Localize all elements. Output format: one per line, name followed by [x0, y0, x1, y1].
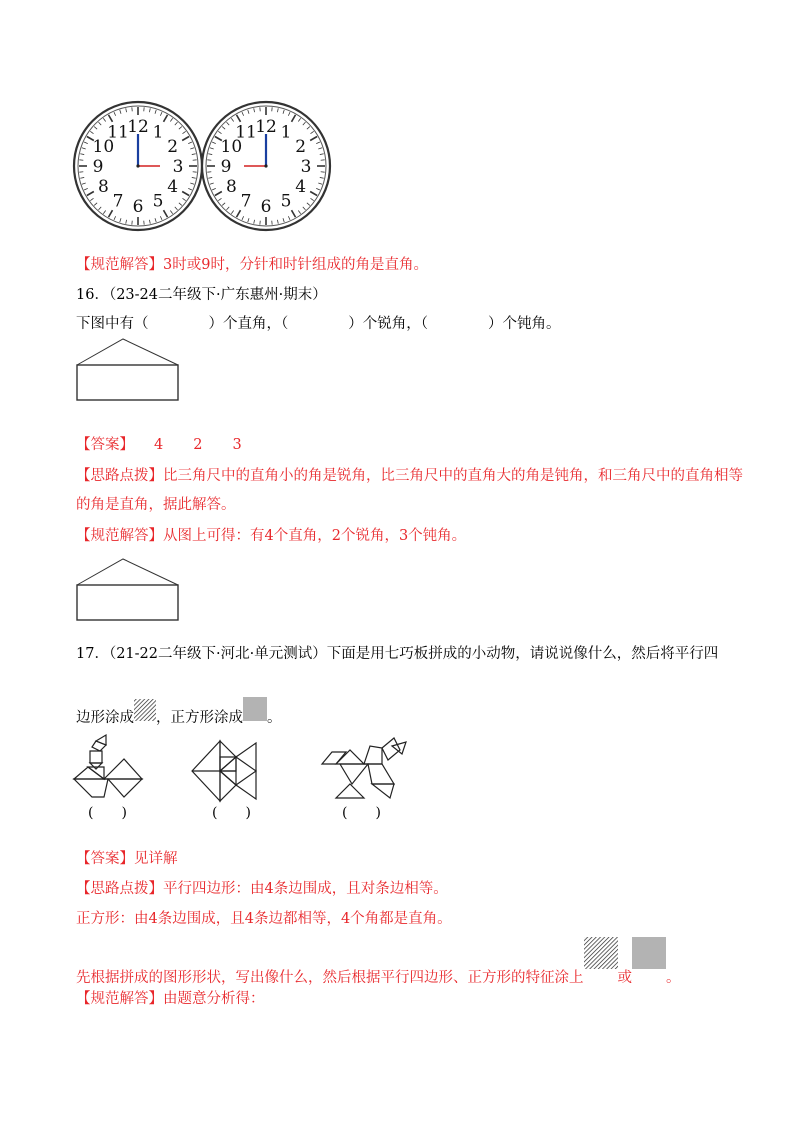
clock-numeral: 4 — [167, 177, 179, 197]
blank-1[interactable]: ( ) — [88, 805, 127, 821]
clock-numeral: 3 — [300, 157, 312, 177]
q16-hint-2: 的角是直角，据此解答。 — [76, 497, 236, 513]
q16-hint-1: 【思路点拨】比三角尺中的直角小的角是锐角，比三角尺中的直角大的角是钝角，和三角尺中的直角相等 — [76, 468, 743, 484]
clock-figure — [70, 96, 340, 236]
q17-answer: 【答案】见详解 — [76, 851, 178, 867]
standard-answer-label: 【规范解答】 — [76, 991, 163, 1007]
standard-answer-label: 【规范解答】 — [76, 257, 163, 273]
clock-numeral: 7 — [240, 191, 252, 212]
clock-numeral: 8 — [97, 177, 109, 197]
q17-header-1: 17．（21-22二年级下·河北·单元测试）下面是用七巧板拼成的小动物，请说说像什么，然后将平行四 — [76, 646, 719, 662]
pentagon-figure-1 — [76, 338, 186, 408]
q16-header: 16．（23-24二年级下·广东惠州·期末） — [76, 287, 327, 303]
clock-numeral: 2 — [167, 137, 179, 157]
pentagon-figure-2 — [76, 558, 186, 628]
q16-question: 下图中有（ ）个直角，（ ）个锐角，（ ）个钝角。 — [76, 316, 561, 332]
answer-2: 2 — [193, 437, 203, 453]
clock-numeral: 12 — [255, 117, 277, 137]
answer-label: 【答案】 — [76, 851, 134, 867]
clock-numeral: 1 — [280, 122, 292, 143]
clock-numeral: 11 — [235, 122, 257, 143]
clock-numeral: 12 — [127, 117, 149, 137]
clock-numeral: 4 — [295, 177, 307, 197]
clock-numeral: 8 — [225, 177, 237, 197]
tangram-fish — [192, 733, 272, 809]
tangram-horse — [322, 738, 418, 802]
clock-left — [74, 102, 202, 230]
q17-standard-answer: 【规范解答】由题意分析得： — [76, 991, 265, 1007]
hatched-swatch-2 — [584, 953, 618, 985]
q15-standard-answer — [76, 254, 428, 276]
blank-3[interactable]: ( ) — [342, 805, 381, 821]
clock-right — [202, 102, 330, 230]
clock-numeral: 7 — [112, 191, 124, 212]
clock-numeral: 11 — [107, 122, 129, 143]
q17-hint-3: 先根据拼成的图形形状，写出像什么，然后根据平行四边形、正方形的特征涂上 或 。 — [76, 953, 681, 989]
clock-numeral: 6 — [260, 197, 272, 217]
standard-answer-label: 【规范解答】 — [76, 528, 163, 544]
answer-1: 4 — [154, 437, 164, 453]
q17-hint-2: 正方形：由4条边围成，且4条边都相等，4个角都是直角。 — [76, 911, 452, 927]
clock-numeral: 3 — [172, 157, 184, 177]
clock-numeral: 1 — [152, 122, 164, 143]
hatched-swatch — [134, 705, 156, 723]
answer-3: 3 — [232, 437, 242, 453]
q16-standard-answer: 【规范解答】从图上可得：有4个直角，2个锐角，3个钝角。 — [76, 528, 467, 544]
standard-answer-text: 3时或9时，分针和时针组成的角是直角。 — [163, 257, 428, 273]
hint-label: 【思路点拨】 — [76, 468, 163, 484]
clock-numeral: 5 — [280, 191, 292, 212]
clock-numeral: 5 — [152, 191, 164, 212]
q16-answer — [76, 434, 242, 456]
clock-numeral: 10 — [220, 137, 243, 157]
q17-hint-1: 【思路点拨】平行四边形：由4条边围成，且对条边相等。 — [76, 881, 448, 897]
clock-numeral: 6 — [132, 197, 144, 217]
clock-numeral: 2 — [295, 137, 307, 157]
clock-numeral: 9 — [220, 157, 232, 177]
gray-swatch — [243, 701, 267, 723]
clock-numeral: 10 — [92, 137, 115, 157]
answer-label: 【答案】 — [76, 437, 134, 453]
tangram-swan — [74, 735, 146, 801]
clock-numeral: 9 — [92, 157, 104, 177]
hint-label: 【思路点拨】 — [76, 881, 163, 897]
blank-2[interactable]: ( ) — [212, 805, 251, 821]
q17-header-2: 边形涂成 ，正方形涂成 。 — [76, 701, 282, 729]
gray-swatch-2 — [632, 953, 666, 985]
